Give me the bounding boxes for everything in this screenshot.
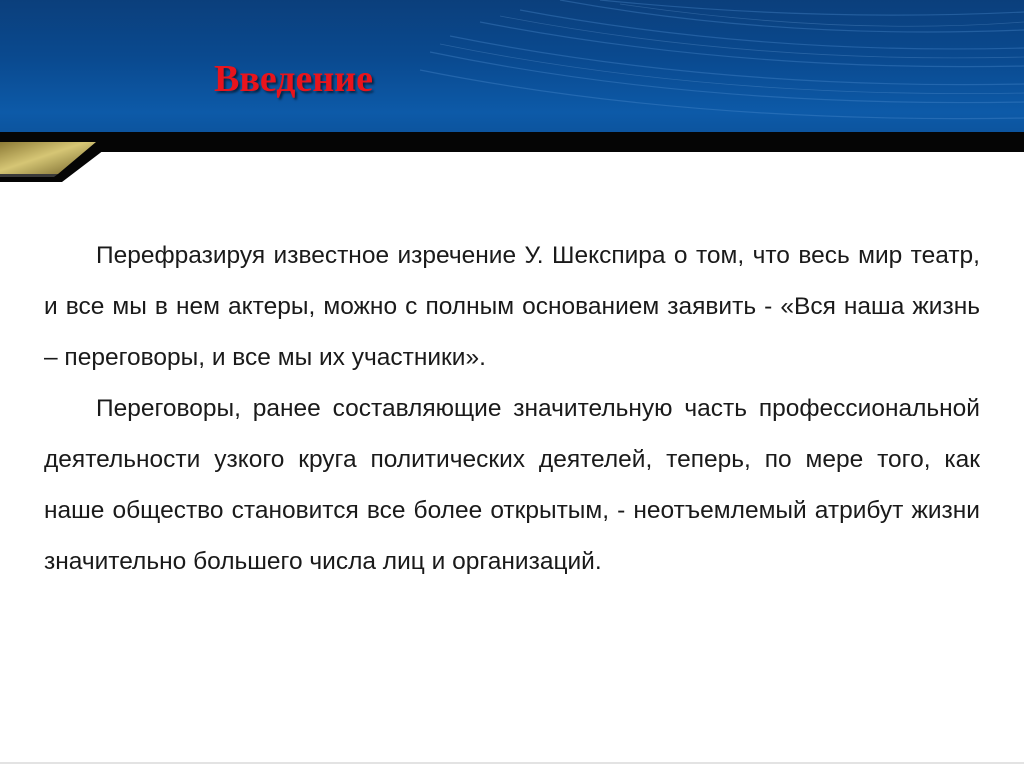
slide-body-text <box>44 230 980 587</box>
paragraph-2: Переговоры, ранее составляющие значительную часть профессиональной деятельности узкого круга политических деятелей, теперь, по мере того, как наше общество становится все более открытым, - неотъемлемый атрибут жизни значительно большего числа лиц и организаций. <box>44 395 980 575</box>
bottom-divider <box>0 762 1024 764</box>
slide-title: Введение <box>214 58 373 100</box>
slide-header-banner <box>0 0 1024 150</box>
paragraph-1: Перефразируя известное изречение У. Шекспира о том, что весь мир театр, и все мы в нем актеры, можно с полным основанием заявить - «Вся наша жизнь – переговоры, и все мы их участники». <box>44 242 980 371</box>
header-accent-band <box>0 130 1024 190</box>
header-wave-lines <box>0 0 1024 150</box>
